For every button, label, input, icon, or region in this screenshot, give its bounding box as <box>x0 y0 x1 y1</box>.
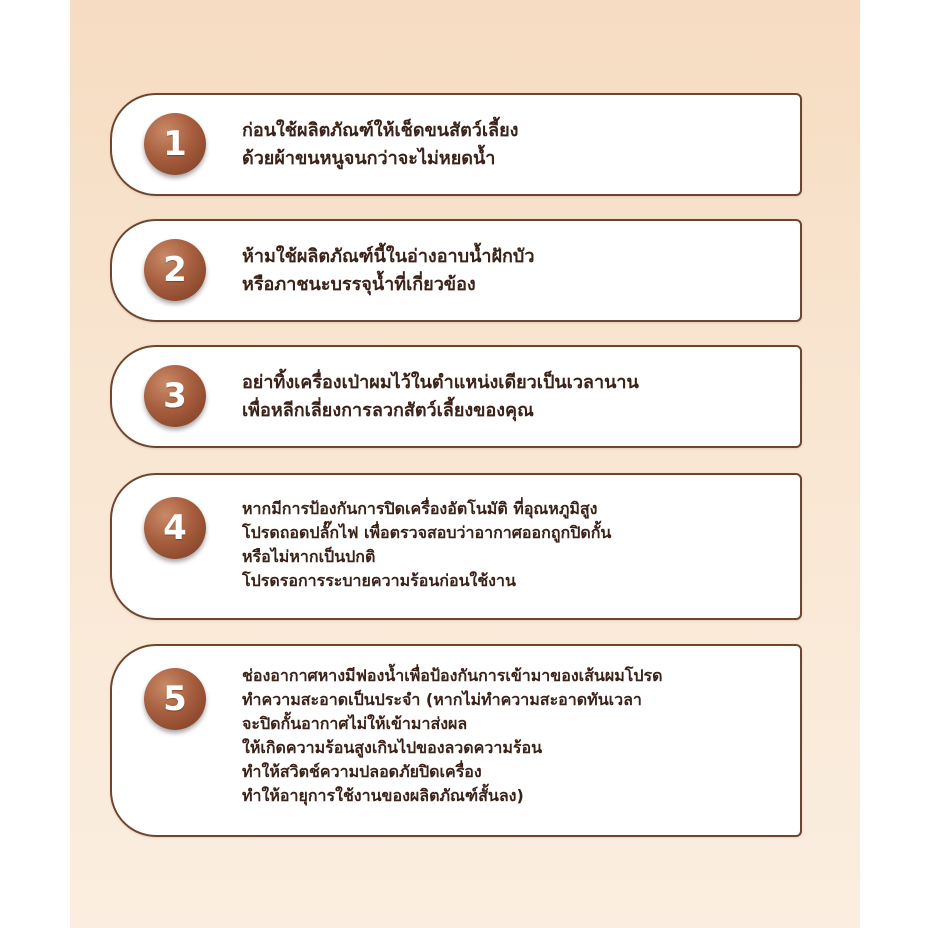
step-card-4 <box>110 473 802 620</box>
step-card-5 <box>110 644 802 837</box>
instructions-panel <box>70 0 860 928</box>
step-text-line: หรือภาชนะบรรจุน้ำที่เกี่ยวข้อง <box>242 274 476 295</box>
step-text-line: ห้ามใช้ผลิตภัณฑ์นี้ในอ่างอาบน้ำฝักบัว <box>242 246 535 267</box>
step-text-line: หรือไม่หากเป็นปกติ <box>242 547 376 566</box>
step-number: 2 <box>163 250 187 290</box>
step-number-badge <box>144 668 206 730</box>
step-text-line: ให้เกิดความร้อนสูงเกินไปของลวดความร้อน <box>242 738 543 757</box>
step-card-3 <box>110 345 802 448</box>
step-text <box>242 117 796 173</box>
step-text-line: โปรดรอการระบายความร้อนก่อนใช้งาน <box>242 571 516 590</box>
step-text-line: ทำให้อายุการใช้งานของผลิตภัณฑ์สั้นลง) <box>242 786 524 805</box>
step-card-1 <box>110 93 802 196</box>
step-text-line: ทำความสะอาดเป็นประจำ (หากไม่ทำความสะอาดทันเวลา <box>242 690 642 709</box>
step-text-line: ก่อนใช้ผลิตภัณฑ์ให้เช็ดขนสัตว์เลี้ยง <box>242 120 519 141</box>
step-text-line: หากมีการป้องกันการปิดเครื่องอัตโนมัติ ที่อุณหภูมิสูง <box>242 499 598 518</box>
step-text-line: อย่าทิ้งเครื่องเป่าผมไว้ในตำแหน่งเดียวเป็นเวลานาน <box>242 372 639 393</box>
step-text-line: ช่องอากาศหางมีฟองน้ำเพื่อป้องกันการเข้ามาของเส้นผมโปรด <box>242 666 663 685</box>
step-text <box>242 664 796 808</box>
step-text-line: ด้วยผ้าขนหนูจนกว่าจะไม่หยดน้ำ <box>242 148 496 169</box>
step-text <box>242 497 796 593</box>
step-text-line: ทำให้สวิตช์ความปลอดภัยปิดเครื่อง <box>242 762 482 781</box>
step-text <box>242 369 796 425</box>
step-number-badge <box>144 497 206 559</box>
step-number: 4 <box>163 508 187 548</box>
step-number: 1 <box>163 124 187 164</box>
step-text <box>242 243 796 299</box>
step-number: 5 <box>163 679 187 719</box>
step-text-line: จะปิดกั้นอากาศไม่ให้เข้ามาส่งผล <box>242 714 468 733</box>
step-card-2 <box>110 219 802 322</box>
step-text-line: โปรดถอดปลั๊กไฟ เพื่อตรวจสอบว่าอากาศออกถูกปิดกั้น <box>242 523 612 542</box>
step-number-badge <box>144 239 206 301</box>
step-text-line: เพื่อหลีกเลี่ยงการลวกสัตว์เลี้ยงของคุณ <box>242 400 534 421</box>
step-number-badge <box>144 365 206 427</box>
step-number: 3 <box>163 376 187 416</box>
step-number-badge <box>144 113 206 175</box>
